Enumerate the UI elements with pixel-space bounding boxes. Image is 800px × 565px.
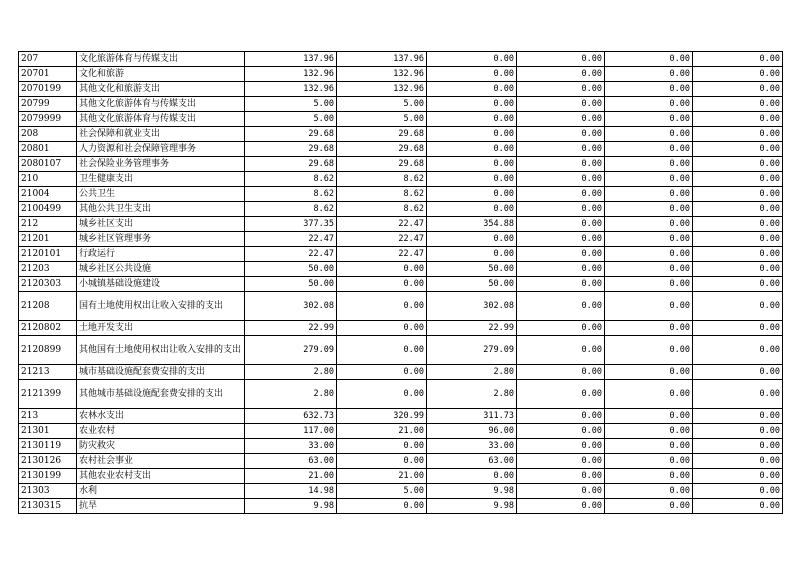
amount-cell: 0.00 bbox=[605, 439, 693, 454]
amount-cell: 0.00 bbox=[337, 336, 427, 365]
amount-cell: 0.00 bbox=[693, 484, 783, 499]
amount-cell: 0.00 bbox=[605, 142, 693, 157]
amount-cell: 0.00 bbox=[605, 157, 693, 172]
subject-name-cell: 其他公共卫生支出 bbox=[77, 202, 245, 217]
table-row bbox=[19, 112, 783, 127]
table-row bbox=[19, 142, 783, 157]
table-row bbox=[19, 499, 783, 514]
amount-cell: 50.00 bbox=[245, 262, 337, 277]
amount-cell: 50.00 bbox=[427, 262, 517, 277]
amount-cell: 137.96 bbox=[337, 52, 427, 67]
amount-cell: 302.08 bbox=[245, 292, 337, 321]
subject-name-cell: 城乡社区支出 bbox=[77, 217, 245, 232]
amount-cell: 0.00 bbox=[605, 172, 693, 187]
amount-cell: 8.62 bbox=[245, 187, 337, 202]
table-row bbox=[19, 336, 783, 365]
amount-cell: 22.47 bbox=[337, 232, 427, 247]
subject-name-cell: 防灾救灾 bbox=[77, 439, 245, 454]
table-row bbox=[19, 67, 783, 82]
amount-cell: 0.00 bbox=[693, 157, 783, 172]
amount-cell: 29.68 bbox=[245, 127, 337, 142]
amount-cell: 0.00 bbox=[605, 365, 693, 380]
amount-cell: 0.00 bbox=[427, 67, 517, 82]
amount-cell: 0.00 bbox=[693, 127, 783, 142]
amount-cell: 0.00 bbox=[693, 262, 783, 277]
amount-cell: 0.00 bbox=[517, 127, 605, 142]
subject-name-cell: 其他文化和旅游支出 bbox=[77, 82, 245, 97]
subject-code-cell: 2130126 bbox=[19, 454, 77, 469]
amount-cell: 0.00 bbox=[517, 380, 605, 409]
amount-cell: 8.62 bbox=[245, 202, 337, 217]
subject-code-cell: 212 bbox=[19, 217, 77, 232]
amount-cell: 0.00 bbox=[337, 292, 427, 321]
subject-name-cell: 其他文化旅游体育与传媒支出 bbox=[77, 97, 245, 112]
amount-cell: 0.00 bbox=[693, 112, 783, 127]
amount-cell: 0.00 bbox=[427, 127, 517, 142]
amount-cell: 0.00 bbox=[517, 97, 605, 112]
amount-cell: 22.47 bbox=[337, 217, 427, 232]
amount-cell: 0.00 bbox=[517, 82, 605, 97]
amount-cell: 0.00 bbox=[693, 52, 783, 67]
amount-cell: 2.80 bbox=[245, 365, 337, 380]
subject-name-cell: 社会保险业务管理事务 bbox=[77, 157, 245, 172]
subject-code-cell: 2120101 bbox=[19, 247, 77, 262]
table-row bbox=[19, 52, 783, 67]
subject-name-cell: 卫生健康支出 bbox=[77, 172, 245, 187]
table-row bbox=[19, 365, 783, 380]
amount-cell: 0.00 bbox=[337, 380, 427, 409]
subject-name-cell: 社会保障和就业支出 bbox=[77, 127, 245, 142]
table-row bbox=[19, 187, 783, 202]
amount-cell: 0.00 bbox=[517, 365, 605, 380]
subject-code-cell: 21301 bbox=[19, 424, 77, 439]
amount-cell: 0.00 bbox=[693, 232, 783, 247]
amount-cell: 311.73 bbox=[427, 409, 517, 424]
subject-name-cell: 抗旱 bbox=[77, 499, 245, 514]
amount-cell: 29.68 bbox=[337, 157, 427, 172]
amount-cell: 0.00 bbox=[693, 82, 783, 97]
amount-cell: 8.62 bbox=[245, 172, 337, 187]
amount-cell: 0.00 bbox=[693, 499, 783, 514]
subject-code-cell: 2120303 bbox=[19, 277, 77, 292]
table-row bbox=[19, 321, 783, 336]
amount-cell: 0.00 bbox=[517, 202, 605, 217]
amount-cell: 29.68 bbox=[337, 142, 427, 157]
amount-cell: 21.00 bbox=[245, 469, 337, 484]
amount-cell: 0.00 bbox=[337, 439, 427, 454]
table-row bbox=[19, 292, 783, 321]
amount-cell: 22.47 bbox=[245, 232, 337, 247]
subject-name-cell: 公共卫生 bbox=[77, 187, 245, 202]
amount-cell: 0.00 bbox=[427, 247, 517, 262]
amount-cell: 0.00 bbox=[427, 82, 517, 97]
amount-cell: 0.00 bbox=[427, 172, 517, 187]
amount-cell: 0.00 bbox=[605, 82, 693, 97]
amount-cell: 0.00 bbox=[693, 336, 783, 365]
table-row bbox=[19, 262, 783, 277]
amount-cell: 0.00 bbox=[693, 380, 783, 409]
subject-name-cell: 土地开发支出 bbox=[77, 321, 245, 336]
amount-cell: 0.00 bbox=[517, 112, 605, 127]
amount-cell: 137.96 bbox=[245, 52, 337, 67]
amount-cell: 0.00 bbox=[605, 67, 693, 82]
amount-cell: 50.00 bbox=[245, 277, 337, 292]
amount-cell: 14.98 bbox=[245, 484, 337, 499]
amount-cell: 0.00 bbox=[337, 277, 427, 292]
table-row bbox=[19, 277, 783, 292]
amount-cell: 0.00 bbox=[605, 127, 693, 142]
subject-name-cell: 文化旅游体育与传媒支出 bbox=[77, 52, 245, 67]
amount-cell: 21.00 bbox=[337, 424, 427, 439]
amount-cell: 0.00 bbox=[693, 247, 783, 262]
amount-cell: 0.00 bbox=[517, 336, 605, 365]
amount-cell: 320.99 bbox=[337, 409, 427, 424]
amount-cell: 0.00 bbox=[693, 454, 783, 469]
amount-cell: 132.96 bbox=[245, 82, 337, 97]
amount-cell: 132.96 bbox=[245, 67, 337, 82]
amount-cell: 0.00 bbox=[337, 321, 427, 336]
amount-cell: 279.09 bbox=[427, 336, 517, 365]
subject-name-cell: 水利 bbox=[77, 484, 245, 499]
amount-cell: 0.00 bbox=[517, 484, 605, 499]
amount-cell: 63.00 bbox=[427, 454, 517, 469]
subject-name-cell: 农业农村 bbox=[77, 424, 245, 439]
subject-name-cell: 其他文化旅游体育与传媒支出 bbox=[77, 112, 245, 127]
table-row bbox=[19, 202, 783, 217]
subject-code-cell: 2130119 bbox=[19, 439, 77, 454]
amount-cell: 0.00 bbox=[605, 292, 693, 321]
amount-cell: 0.00 bbox=[693, 142, 783, 157]
amount-cell: 9.98 bbox=[245, 499, 337, 514]
table-row bbox=[19, 454, 783, 469]
subject-code-cell: 210 bbox=[19, 172, 77, 187]
amount-cell: 0.00 bbox=[517, 142, 605, 157]
amount-cell: 0.00 bbox=[605, 424, 693, 439]
subject-code-cell: 2070199 bbox=[19, 82, 77, 97]
subject-code-cell: 21201 bbox=[19, 232, 77, 247]
amount-cell: 0.00 bbox=[693, 202, 783, 217]
subject-code-cell: 2120802 bbox=[19, 321, 77, 336]
amount-cell: 0.00 bbox=[517, 321, 605, 336]
amount-cell: 0.00 bbox=[693, 277, 783, 292]
budget-table bbox=[18, 51, 783, 514]
table-row bbox=[19, 424, 783, 439]
amount-cell: 0.00 bbox=[693, 439, 783, 454]
amount-cell: 0.00 bbox=[693, 97, 783, 112]
amount-cell: 0.00 bbox=[427, 187, 517, 202]
subject-name-cell: 人力资源和社会保障管理事务 bbox=[77, 142, 245, 157]
amount-cell: 22.99 bbox=[245, 321, 337, 336]
amount-cell: 0.00 bbox=[693, 469, 783, 484]
subject-code-cell: 2079999 bbox=[19, 112, 77, 127]
subject-code-cell: 20799 bbox=[19, 97, 77, 112]
amount-cell: 377.35 bbox=[245, 217, 337, 232]
amount-cell: 21.00 bbox=[337, 469, 427, 484]
subject-code-cell: 21203 bbox=[19, 262, 77, 277]
amount-cell: 0.00 bbox=[517, 247, 605, 262]
amount-cell: 0.00 bbox=[605, 262, 693, 277]
amount-cell: 0.00 bbox=[337, 262, 427, 277]
subject-code-cell: 2130199 bbox=[19, 469, 77, 484]
amount-cell: 0.00 bbox=[605, 336, 693, 365]
amount-cell: 0.00 bbox=[517, 454, 605, 469]
table-row bbox=[19, 157, 783, 172]
table-row bbox=[19, 469, 783, 484]
amount-cell: 22.47 bbox=[337, 247, 427, 262]
table-row bbox=[19, 439, 783, 454]
table-row bbox=[19, 217, 783, 232]
amount-cell: 0.00 bbox=[517, 232, 605, 247]
amount-cell: 0.00 bbox=[337, 499, 427, 514]
table-row bbox=[19, 247, 783, 262]
subject-name-cell: 城乡社区管理事务 bbox=[77, 232, 245, 247]
subject-code-cell: 2120899 bbox=[19, 336, 77, 365]
amount-cell: 0.00 bbox=[693, 187, 783, 202]
subject-name-cell: 行政运行 bbox=[77, 247, 245, 262]
amount-cell: 0.00 bbox=[517, 469, 605, 484]
amount-cell: 279.09 bbox=[245, 336, 337, 365]
amount-cell: 2.80 bbox=[245, 380, 337, 409]
amount-cell: 2.80 bbox=[427, 380, 517, 409]
amount-cell: 0.00 bbox=[517, 187, 605, 202]
amount-cell: 8.62 bbox=[337, 202, 427, 217]
subject-name-cell: 农村社会事业 bbox=[77, 454, 245, 469]
subject-code-cell: 21004 bbox=[19, 187, 77, 202]
amount-cell: 0.00 bbox=[605, 247, 693, 262]
amount-cell: 0.00 bbox=[427, 112, 517, 127]
table-row bbox=[19, 82, 783, 97]
amount-cell: 0.00 bbox=[605, 217, 693, 232]
subject-code-cell: 208 bbox=[19, 127, 77, 142]
amount-cell: 5.00 bbox=[245, 112, 337, 127]
amount-cell: 0.00 bbox=[693, 217, 783, 232]
amount-cell: 0.00 bbox=[517, 217, 605, 232]
amount-cell: 0.00 bbox=[517, 424, 605, 439]
amount-cell: 0.00 bbox=[517, 439, 605, 454]
amount-cell: 0.00 bbox=[337, 454, 427, 469]
amount-cell: 0.00 bbox=[427, 232, 517, 247]
table-row bbox=[19, 97, 783, 112]
amount-cell: 0.00 bbox=[517, 409, 605, 424]
subject-name-cell: 城市基础设施配套费安排的支出 bbox=[77, 365, 245, 380]
subject-code-cell: 21208 bbox=[19, 292, 77, 321]
subject-code-cell: 20801 bbox=[19, 142, 77, 157]
amount-cell: 8.62 bbox=[337, 172, 427, 187]
amount-cell: 0.00 bbox=[517, 52, 605, 67]
subject-code-cell: 21303 bbox=[19, 484, 77, 499]
amount-cell: 0.00 bbox=[427, 469, 517, 484]
subject-name-cell: 国有土地使用权出让收入安排的支出 bbox=[77, 292, 245, 321]
amount-cell: 0.00 bbox=[605, 484, 693, 499]
amount-cell: 132.96 bbox=[337, 82, 427, 97]
amount-cell: 0.00 bbox=[605, 409, 693, 424]
amount-cell: 0.00 bbox=[427, 157, 517, 172]
amount-cell: 29.68 bbox=[337, 127, 427, 142]
amount-cell: 29.68 bbox=[245, 157, 337, 172]
amount-cell: 29.68 bbox=[245, 142, 337, 157]
amount-cell: 0.00 bbox=[605, 232, 693, 247]
subject-name-cell: 小城镇基础设施建设 bbox=[77, 277, 245, 292]
subject-code-cell: 207 bbox=[19, 52, 77, 67]
subject-name-cell: 文化和旅游 bbox=[77, 67, 245, 82]
amount-cell: 22.99 bbox=[427, 321, 517, 336]
subject-name-cell: 其他城市基础设施配套费安排的支出 bbox=[77, 380, 245, 409]
amount-cell: 33.00 bbox=[427, 439, 517, 454]
amount-cell: 0.00 bbox=[605, 321, 693, 336]
amount-cell: 0.00 bbox=[693, 409, 783, 424]
subject-code-cell: 2100499 bbox=[19, 202, 77, 217]
amount-cell: 0.00 bbox=[693, 67, 783, 82]
subject-code-cell: 21213 bbox=[19, 365, 77, 380]
amount-cell: 0.00 bbox=[517, 172, 605, 187]
table-row bbox=[19, 484, 783, 499]
amount-cell: 33.00 bbox=[245, 439, 337, 454]
amount-cell: 8.62 bbox=[337, 187, 427, 202]
subject-code-cell: 2130315 bbox=[19, 499, 77, 514]
amount-cell: 0.00 bbox=[693, 292, 783, 321]
amount-cell: 0.00 bbox=[517, 67, 605, 82]
amount-cell: 0.00 bbox=[605, 469, 693, 484]
table-row bbox=[19, 232, 783, 247]
subject-code-cell: 2080107 bbox=[19, 157, 77, 172]
subject-name-cell: 城乡社区公共设施 bbox=[77, 262, 245, 277]
amount-cell: 0.00 bbox=[605, 97, 693, 112]
amount-cell: 0.00 bbox=[605, 380, 693, 409]
table-row bbox=[19, 409, 783, 424]
table-row bbox=[19, 127, 783, 142]
amount-cell: 0.00 bbox=[693, 424, 783, 439]
amount-cell: 2.80 bbox=[427, 365, 517, 380]
amount-cell: 0.00 bbox=[693, 365, 783, 380]
amount-cell: 302.08 bbox=[427, 292, 517, 321]
amount-cell: 5.00 bbox=[337, 484, 427, 499]
amount-cell: 0.00 bbox=[693, 172, 783, 187]
table-row bbox=[19, 380, 783, 409]
amount-cell: 96.00 bbox=[427, 424, 517, 439]
table-row bbox=[19, 172, 783, 187]
amount-cell: 5.00 bbox=[337, 97, 427, 112]
amount-cell: 0.00 bbox=[605, 112, 693, 127]
amount-cell: 117.00 bbox=[245, 424, 337, 439]
amount-cell: 5.00 bbox=[337, 112, 427, 127]
amount-cell: 0.00 bbox=[605, 499, 693, 514]
amount-cell: 632.73 bbox=[245, 409, 337, 424]
amount-cell: 0.00 bbox=[605, 277, 693, 292]
amount-cell: 0.00 bbox=[427, 202, 517, 217]
subject-name-cell: 其他农业农村支出 bbox=[77, 469, 245, 484]
subject-code-cell: 20701 bbox=[19, 67, 77, 82]
amount-cell: 9.98 bbox=[427, 499, 517, 514]
amount-cell: 0.00 bbox=[427, 52, 517, 67]
amount-cell: 132.96 bbox=[337, 67, 427, 82]
subject-code-cell: 213 bbox=[19, 409, 77, 424]
amount-cell: 0.00 bbox=[605, 454, 693, 469]
amount-cell: 0.00 bbox=[605, 202, 693, 217]
amount-cell: 0.00 bbox=[693, 321, 783, 336]
amount-cell: 0.00 bbox=[517, 277, 605, 292]
amount-cell: 0.00 bbox=[427, 142, 517, 157]
amount-cell: 0.00 bbox=[337, 365, 427, 380]
amount-cell: 0.00 bbox=[517, 262, 605, 277]
amount-cell: 0.00 bbox=[427, 97, 517, 112]
amount-cell: 354.88 bbox=[427, 217, 517, 232]
amount-cell: 9.98 bbox=[427, 484, 517, 499]
amount-cell: 0.00 bbox=[517, 499, 605, 514]
amount-cell: 0.00 bbox=[605, 52, 693, 67]
amount-cell: 50.00 bbox=[427, 277, 517, 292]
subject-name-cell: 其他国有土地使用权出让收入安排的支出 bbox=[77, 336, 245, 365]
amount-cell: 0.00 bbox=[605, 187, 693, 202]
subject-code-cell: 2121399 bbox=[19, 380, 77, 409]
subject-name-cell: 农林水支出 bbox=[77, 409, 245, 424]
amount-cell: 0.00 bbox=[517, 157, 605, 172]
amount-cell: 63.00 bbox=[245, 454, 337, 469]
amount-cell: 5.00 bbox=[245, 97, 337, 112]
amount-cell: 22.47 bbox=[245, 247, 337, 262]
amount-cell: 0.00 bbox=[517, 292, 605, 321]
